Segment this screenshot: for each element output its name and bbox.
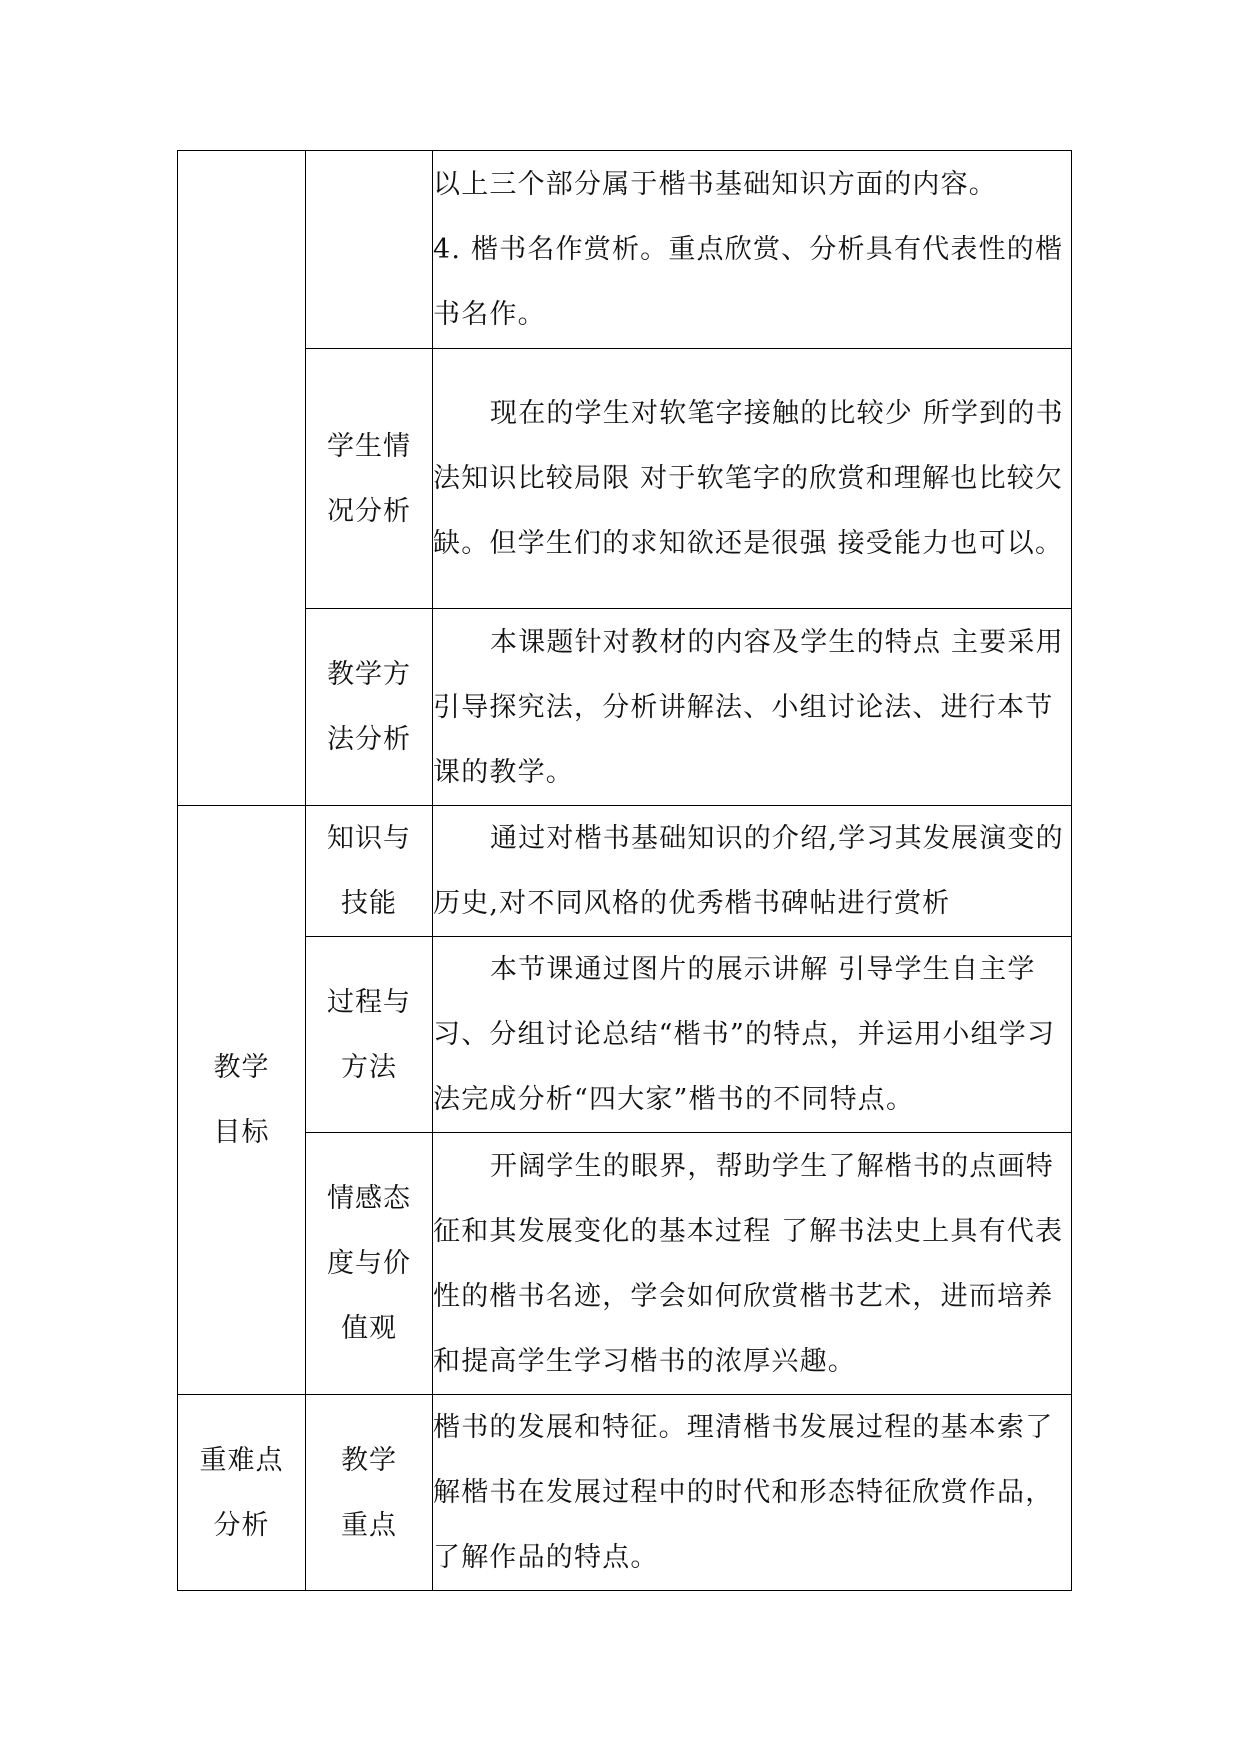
- student-analysis-text-cell: [433, 349, 1072, 609]
- process-method-text: 本节课通过图片的展示讲解 引导学生自主学习、分组讨论总结“楷书”的特点，并运用小组学习法完成分析“四大家”楷书的不同特点。: [433, 954, 1056, 1115]
- knowledge-skills-label: 知识与 技能: [306, 806, 433, 937]
- knowledge-skills-text: 通过对楷书基础知识的介绍,学习其发展演变的历史,对不同风格的优秀楷书碑帖进行赏析: [433, 823, 1064, 919]
- method-analysis-text-cell: [433, 609, 1072, 806]
- student-analysis-row: [178, 349, 1072, 609]
- goal-process-row: [178, 937, 1072, 1133]
- teaching-goals-label: 教学 目标: [178, 806, 306, 1395]
- key-points-row: [178, 1395, 1072, 1591]
- key-points-label: 教学 重点: [306, 1395, 433, 1591]
- content-line-2: 4. 楷书名作赏析。重点欣赏、分析具有代表性的楷书名作。: [433, 234, 1064, 330]
- student-analysis-text: 现在的学生对软笔字接触的比较少 所学到的书法知识比较局限 对于软笔字的欣赏和理解也比较欠缺。但学生们的求知欲还是很强 接受能力也可以。: [433, 398, 1064, 559]
- key-points-text: 楷书的发展和特征。理清楷书发展过程的基本索了解楷书在发展过程中的时代和形态特征欣赏作品，了解作品的特点。: [433, 1412, 1054, 1573]
- emotion-values-label: 情感态 度与价 值观: [306, 1133, 433, 1395]
- knowledge-skills-text-cell: [433, 806, 1072, 937]
- emotion-values-text-cell: [433, 1133, 1072, 1395]
- process-method-label: 过程与 方法: [306, 937, 433, 1133]
- method-analysis-row: [178, 609, 1072, 806]
- content-line-1: 以上三个部分属于楷书基础知识方面的内容。: [433, 169, 997, 200]
- goal-knowledge-row: [178, 806, 1072, 937]
- empty-group-cell: [178, 151, 306, 806]
- empty-label-cell: [306, 151, 433, 349]
- process-method-text-cell: [433, 937, 1072, 1133]
- content-row: [178, 151, 1072, 349]
- goal-emotion-row: [178, 1133, 1072, 1395]
- content-text-cell: [433, 151, 1072, 349]
- key-points-text-cell: [433, 1395, 1072, 1591]
- method-analysis-label: 教学方 法分析: [306, 609, 433, 806]
- lesson-plan-table: [177, 150, 1072, 1591]
- difficulty-analysis-label: 重难点 分析: [178, 1395, 306, 1591]
- student-analysis-label: 学生情 况分析: [306, 349, 433, 609]
- emotion-values-text: 开阔学生的眼界，帮助学生了解楷书的点画特征和其发展变化的基本过程 了解书法史上具有代表性的楷书名迹，学会如何欣赏楷书艺术，进而培养和提高学生学习楷书的浓厚兴趣。: [433, 1150, 1064, 1377]
- method-analysis-text: 本课题针对教材的内容及学生的特点 主要采用引导探究法，分析讲解法、小组讨论法、进行本节课的教学。: [433, 626, 1064, 788]
